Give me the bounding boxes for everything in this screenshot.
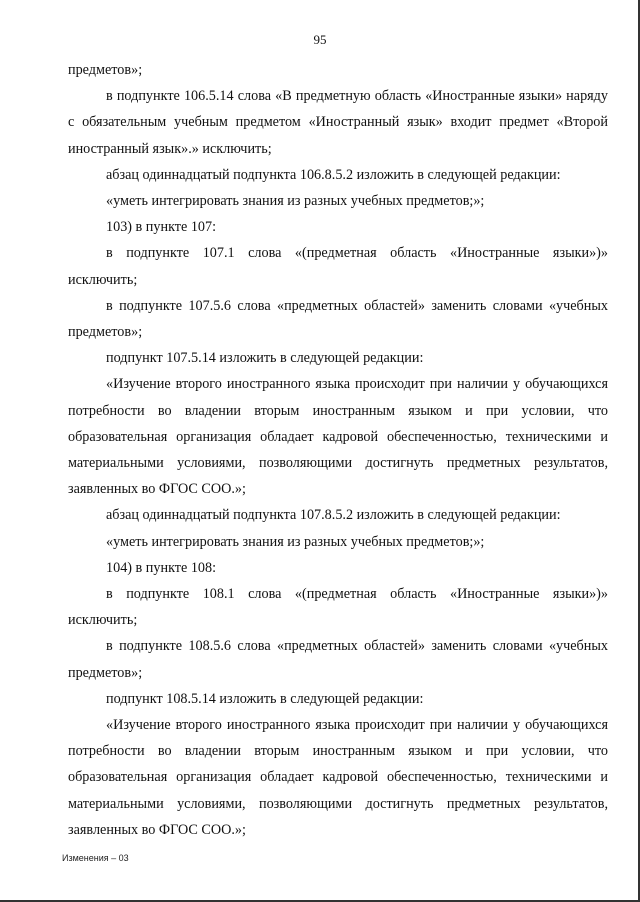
paragraph-7: в подпункте 107.5.6 слова «предметных областей» заменить словами «учебных предметов»; [68, 297, 608, 341]
paragraph-10: абзац одиннадцатый подпункта 107.8.5.2 изложить в следующей редакции: [106, 507, 561, 524]
paragraph-14: в подпункте 108.5.6 слова «предметных областей» заменить словами «учебных предметов»; [68, 638, 608, 681]
paragraph-3: абзац одиннадцатый подпункта 106.8.5.2 изложить в следующей редакции: [106, 166, 561, 183]
paragraph-6: в подпункте 107.1 слова «(предметная область «Иностранные языки»)» исключить; [68, 245, 608, 288]
paragraph-9: «Изучение второго иностранного языка происходит при наличии у обучающихся потребности во владении вторым иностранным языком и при условии, что образовательная организация обладает кадровой обеспеченностью, техническими и материальными условиями, позволяющими достигнуть предметных результатов, заявленных во ФГОС СОО.»; [68, 376, 608, 498]
paragraph-15: подпункт 108.5.14 изложить в следующей редакции: [106, 690, 424, 707]
paragraph-5: 103) в пункте 107: [106, 219, 217, 236]
paragraph-16: «Изучение второго иностранного языка происходит при наличии у обучающихся потребности во владении вторым иностранным языком и при условии, что образовательная организация обладает кадровой обеспеченностью, техническими и материальными условиями, позволяющими достигнуть предметных результатов, заявленных во ФГОС СОО.»; [68, 717, 608, 838]
document-body [68, 57, 608, 843]
paragraph-1: предметов»; [68, 62, 143, 78]
paragraph-8: подпункт 107.5.14 изложить в следующей редакции: [106, 350, 424, 367]
paragraph-2: в подпункте 106.5.14 слова «В предметную область «Иностранные языки» наряду с обязательным учебным предметом «Иностранный язык» входит предмет «Второй иностранный язык».» исключить; [68, 88, 608, 157]
paragraph-4: «уметь интегрировать знания из разных учебных предметов;»; [106, 193, 485, 210]
footer-revision: Изменения – 03 [62, 853, 129, 863]
paragraph-12: 104) в пункте 108: [106, 559, 217, 576]
paragraph-11: «уметь интегрировать знания из разных учебных предметов;»; [106, 533, 485, 550]
page-number: 95 [313, 32, 327, 47]
paragraph-13: в подпункте 108.1 слова «(предметная область «Иностранные языки»)» исключить; [68, 586, 608, 629]
